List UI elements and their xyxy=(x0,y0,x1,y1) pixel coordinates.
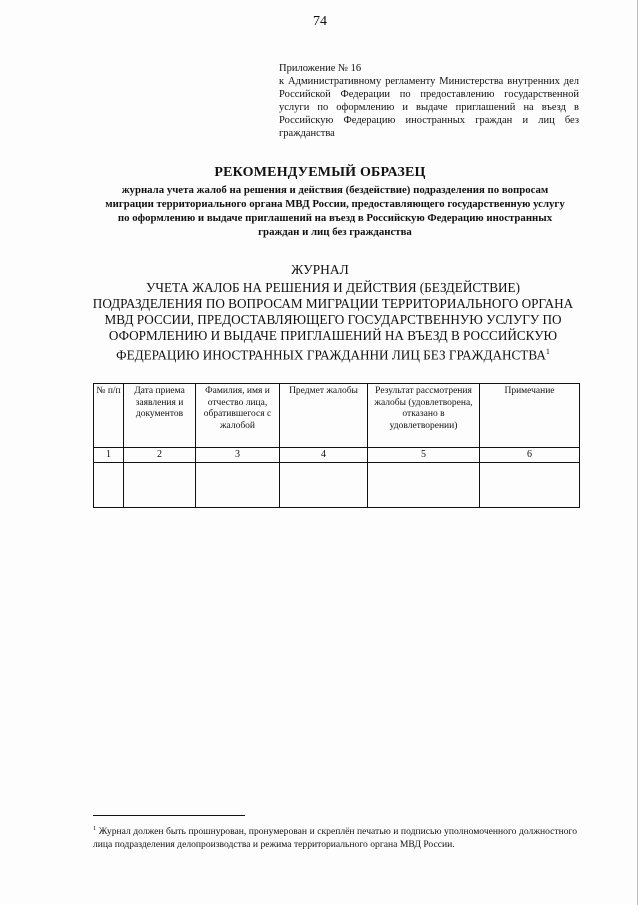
column-number-cell: 4 xyxy=(280,448,368,463)
table-row xyxy=(94,448,580,463)
header-date: Дата приема заявления и документов xyxy=(124,384,196,448)
header-result: Результат рассмотрения жалобы (удовлетворена, отказано в удовлетворении) xyxy=(368,384,480,448)
empty-cell xyxy=(368,462,480,507)
empty-cell xyxy=(124,462,196,507)
sample-subtitle: журнала учета жалоб на решения и действия (бездействие) подразделения по вопросам миграции территориального органа МВД России, предоставляющего государственную услугу по оформлению и выдаче приглашений на въезд в Российскую Федерацию иностранных граждан и лиц без гражданства xyxy=(105,184,565,238)
scan-edge xyxy=(637,0,638,905)
empty-cell xyxy=(196,462,280,507)
column-number-cell: 5 xyxy=(368,448,480,463)
appendix-reference: к Административному регламенту Министерства внутренних дел Российской Федерации по предоставлению государственной услуги по оформлению и выдаче приглашений на въезд в Российскую Федерацию иностранных граждан и лиц без гражданства xyxy=(279,76,579,139)
journal-title: ЖУРНАЛ xyxy=(291,262,349,277)
page-number: 74 xyxy=(313,14,327,29)
journal-heading-text: УЧЕТА ЖАЛОБ НА РЕШЕНИЯ И ДЕЙСТВИЯ (БЕЗДЕЙСТВИЕ) ПОДРАЗДЕЛЕНИЯ ПО ВОПРОСАМ МИГРАЦИИ ТЕРРИТОРИАЛЬНОГО ОРГАНА МВД РОССИИ, ПРЕДОСТАВЛЯЮЩЕГО ГОСУДАРСТВЕННУЮ УСЛУГУ ПО ОФОРМЛЕНИЮ И ВЫДАЧЕ ПРИГЛАШЕНИЙ НА ВЪЕЗД В РОССИЙСКУЮ ФЕДЕРАЦИЮ ИНОСТРАННЫХ ГРАЖДАННИ ЛИЦ БЕЗ ГРАЖДАНСТВА xyxy=(92,280,574,363)
appendix-number: Приложение № 16 xyxy=(279,63,362,74)
column-number-cell: 1 xyxy=(94,448,124,463)
table-row xyxy=(94,462,580,507)
column-number-cell: 2 xyxy=(124,448,196,463)
journal-table xyxy=(93,383,580,508)
footnote xyxy=(93,822,577,851)
header-subject: Предмет жалобы xyxy=(280,384,368,448)
column-number-cell: 6 xyxy=(480,448,580,463)
journal-heading xyxy=(90,280,576,363)
empty-cell xyxy=(280,462,368,507)
header-note: Примечание xyxy=(480,384,580,448)
column-number-cell: 3 xyxy=(196,448,280,463)
footnote-mark: 1 xyxy=(93,825,97,832)
appendix-block xyxy=(279,62,579,140)
sample-title: РЕКОМЕНДУЕМЫЙ ОБРАЗЕЦ xyxy=(214,165,426,180)
header-number: № п/п xyxy=(94,384,124,448)
empty-cell xyxy=(94,462,124,507)
table-header-row xyxy=(94,384,580,448)
footnote-divider xyxy=(93,815,245,816)
empty-cell xyxy=(480,462,580,507)
header-name: Фамилия, имя и отчество лица, обратившегося с жалобой xyxy=(196,384,280,448)
footnote-text: Журнал должен быть прошнурован, пронумерован и скреплён печатью и подписью уполномоченного должностного лица подразделения делопроизводства и режима территориального органа МВД России. xyxy=(93,826,577,851)
journal-footnote-mark: 1 xyxy=(545,347,550,356)
